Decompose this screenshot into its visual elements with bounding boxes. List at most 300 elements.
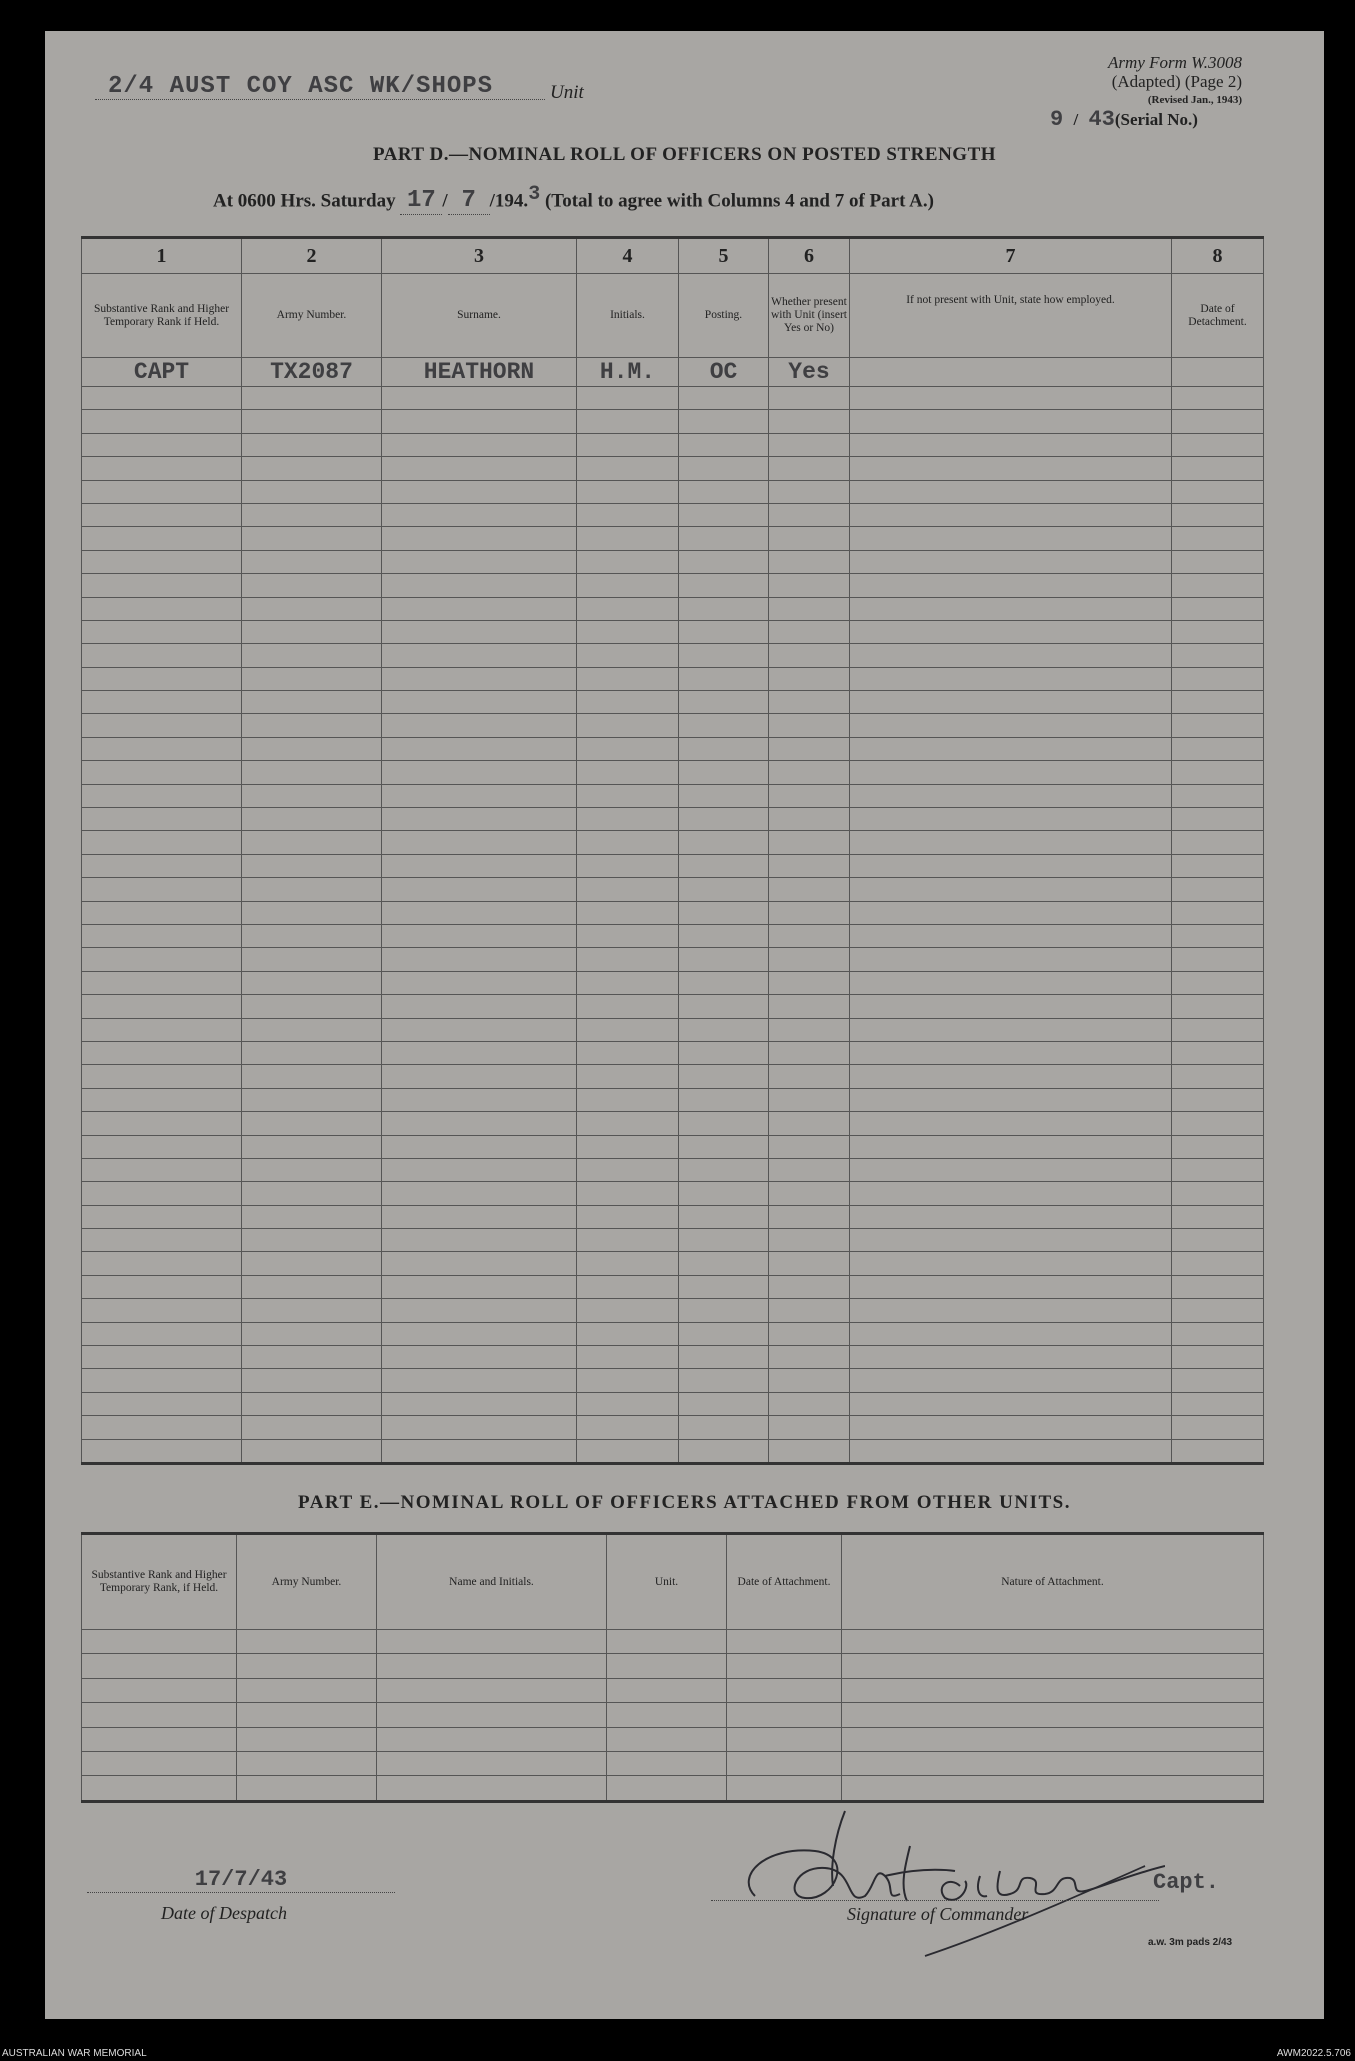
part-d-cell [242,971,382,994]
year-prefix: /194. [489,190,529,212]
form-page [45,31,1324,2019]
part-d-cell [82,1439,242,1463]
table-row [82,1205,1264,1228]
part-d-cell [82,737,242,760]
part-d-cell [82,667,242,690]
part-d-cell [850,433,1172,456]
part-d-cell [82,433,242,456]
part-d-cell [82,1112,242,1135]
part-d-cell [679,831,769,854]
part-d-cell [679,457,769,480]
table-row [82,480,1264,503]
part-d-cell [577,550,679,573]
part-e-cell [82,1727,237,1751]
part-e-cell [727,1654,842,1678]
table-row [82,1229,1264,1252]
part-e-col-header: Name and Initials. [377,1534,607,1630]
part-d-cell [82,878,242,901]
part-d-cell [850,1299,1172,1322]
part-e-rows [82,1630,1264,1802]
part-e-cell [237,1776,377,1801]
part-d-cell [1172,691,1264,714]
part-d-cell [769,878,850,901]
part-d-cell [769,924,850,947]
part-d-cell [242,691,382,714]
part-d-cell [382,1205,577,1228]
part-d-cell [1172,948,1264,971]
part-d-cell [850,691,1172,714]
part-d-cell [1172,387,1264,410]
part-d-cell [1172,1439,1264,1463]
part-e-col-header: Unit. [607,1534,727,1630]
part-d-cell: Yes [769,358,850,387]
part-e-col-header: Army Number. [237,1534,377,1630]
part-d-col-number: 4 [577,238,679,274]
part-d-cell [577,808,679,831]
part-d-cell [679,1182,769,1205]
table-row [82,808,1264,831]
form-number [1108,53,1242,110]
table-row [82,737,1264,760]
table-row [82,597,1264,620]
part-d-cell [769,550,850,573]
part-d-cell [679,1112,769,1135]
part-e-col-header: Nature of Attachment. [842,1534,1264,1630]
part-d-cell [850,1416,1172,1439]
part-d-cell [382,1018,577,1041]
table-row [82,971,1264,994]
part-d-cell: H.M. [577,358,679,387]
part-d-col-number: 7 [850,238,1172,274]
part-d-cell [242,901,382,924]
part-d-cell [577,667,679,690]
part-d-cell [769,1065,850,1088]
table-row [82,1439,1264,1463]
part-d-cell [850,1112,1172,1135]
part-d-column-headers [82,274,1264,358]
part-e-title: PART E.—NOMINAL ROLL OF OFFICERS ATTACHED FROM OTHER UNITS. [298,1492,1071,1513]
part-d-cell [679,574,769,597]
part-d-cell [242,1416,382,1439]
table-row [82,1776,1264,1801]
part-d-cell [382,854,577,877]
part-d-cell [679,971,769,994]
part-d-cell [1172,1158,1264,1181]
part-d-cell [1172,480,1264,503]
form-number-line3: (Revised Jan., 1943) [1147,94,1242,106]
table-row [82,527,1264,550]
part-d-cell [577,620,679,643]
part-d-cell [82,1135,242,1158]
date-month: 7 [461,187,476,215]
unit-name: 2/4 AUST COY ASC WK/SHOPS [108,73,494,100]
part-d-cell [382,808,577,831]
caption-left: AUSTRALIAN WAR MEMORIAL [2,2048,147,2059]
part-d-cell [1172,1252,1264,1275]
part-d-table [81,236,1264,1465]
part-d-cell [769,691,850,714]
part-e-cell [727,1630,842,1654]
part-d-col-number: 3 [382,238,577,274]
part-d-cell [679,901,769,924]
part-d-cell [242,1346,382,1369]
part-e-cell [607,1654,727,1678]
part-d-cell: HEATHORN [382,358,577,387]
part-d-cell [850,1392,1172,1415]
part-d-cell [850,1182,1172,1205]
part-d-cell [242,1018,382,1041]
serial-value: 9 [1050,107,1064,132]
part-e-cell [237,1703,377,1727]
part-d-cell [242,761,382,784]
part-d-cell [1172,714,1264,737]
part-d-cell [679,784,769,807]
part-d-cell [850,1088,1172,1111]
part-d-cell [769,1369,850,1392]
date-day: 17 [406,187,436,215]
table-row [82,1018,1264,1041]
part-d-cell [242,878,382,901]
table-row [82,410,1264,433]
part-d-cell [242,831,382,854]
part-d-cell [382,948,577,971]
part-d-cell [679,1088,769,1111]
part-d-cell [382,620,577,643]
part-d-subtitle [213,183,934,215]
part-d-cell [679,597,769,620]
part-d-cell [242,433,382,456]
part-d-cell [577,387,679,410]
part-d-cell [382,527,577,550]
part-d-cell [82,948,242,971]
part-d-cell [679,410,769,433]
part-d-cell [769,1392,850,1415]
part-d-cell [850,358,1172,387]
part-d-cell [1172,1182,1264,1205]
part-d-cell [850,1229,1172,1252]
part-d-cell [769,527,850,550]
part-d-cell [850,784,1172,807]
part-d-cell [679,1229,769,1252]
part-d-cell [1172,1346,1264,1369]
table-row [82,1041,1264,1064]
part-d-cell [82,854,242,877]
part-d-cell [1172,854,1264,877]
table-row [82,503,1264,526]
part-d-cell [1172,503,1264,526]
part-e-cell [842,1727,1264,1751]
table-row [82,1654,1264,1678]
part-d-cell [82,1369,242,1392]
part-d-cell [82,387,242,410]
table-row [82,854,1264,877]
part-d-cell [769,1112,850,1135]
part-d-col-number: 1 [82,238,242,274]
part-d-cell [577,1205,679,1228]
part-d-cell [382,761,577,784]
part-d-cell [850,410,1172,433]
table-row [82,1392,1264,1415]
part-d-cell [382,1112,577,1135]
table-row [82,1416,1264,1439]
part-d-cell [577,1065,679,1088]
table-row [82,433,1264,456]
part-e-cell [607,1727,727,1751]
part-d-cell [1172,831,1264,854]
part-d-cell [577,948,679,971]
part-d-cell [242,1392,382,1415]
part-d-column-numbers [82,238,1264,274]
part-d-title: PART D.—NOMINAL ROLL OF OFFICERS ON POSTED STRENGTH [372,144,997,165]
part-d-cell [850,527,1172,550]
part-d-cell [1172,597,1264,620]
table-row [82,1703,1264,1727]
part-d-cell [382,1322,577,1345]
part-e-cell [377,1654,607,1678]
table-row [82,1065,1264,1088]
part-d-cell [850,1018,1172,1041]
part-d-cell [850,924,1172,947]
part-d-cell [382,1182,577,1205]
part-d-cell [769,1182,850,1205]
part-d-cell [769,503,850,526]
part-d-cell [577,854,679,877]
table-row [82,831,1264,854]
part-e-cell [377,1630,607,1654]
part-d-cell [1172,971,1264,994]
part-d-cell [850,457,1172,480]
part-d-cell [82,1346,242,1369]
part-d-cell [769,620,850,643]
part-d-cell [82,1299,242,1322]
part-d-cell [769,574,850,597]
part-d-cell [577,574,679,597]
part-d-cell [769,995,850,1018]
part-e-col-header: Date of Attachment. [727,1534,842,1630]
part-d-cell [679,808,769,831]
part-d-cell [850,1205,1172,1228]
part-d-cell [382,667,577,690]
table-row [82,620,1264,643]
part-d-cell [1172,620,1264,643]
part-d-cell [850,714,1172,737]
part-d-cell [850,1158,1172,1181]
part-d-cell [382,574,577,597]
part-d-cell [242,737,382,760]
part-d-cell [382,387,577,410]
part-d-cell [382,971,577,994]
part-d-cell [769,1041,850,1064]
part-d-cell [769,831,850,854]
table-row [82,948,1264,971]
part-d-cell [577,784,679,807]
part-d-cell [850,878,1172,901]
part-d-cell [769,808,850,831]
part-d-cell [769,410,850,433]
part-e-cell [377,1727,607,1751]
part-d-cell: TX2087 [242,358,382,387]
table-row [82,1299,1264,1322]
part-d-cell [82,808,242,831]
part-d-cell [242,1158,382,1181]
part-d-cell [679,433,769,456]
part-d-cell [242,1088,382,1111]
despatch-date: 17/7/43 [87,1867,395,1893]
table-row [82,667,1264,690]
form-number-line2: (Adapted) (Page 2) [1111,72,1242,91]
part-e-cell [842,1776,1264,1801]
part-d-cell [679,1392,769,1415]
part-d-cell [82,620,242,643]
part-d-cell [769,1346,850,1369]
part-d-cell [769,1322,850,1345]
part-d-cell [679,1369,769,1392]
part-d-cell [577,761,679,784]
date-separator: / [442,190,448,212]
part-d-cell [769,1275,850,1298]
part-d-cell [382,831,577,854]
part-d-cell [242,644,382,667]
signature-line [711,1900,1159,1901]
part-d-cell [769,1299,850,1322]
part-d-cell [382,457,577,480]
part-d-cell [382,784,577,807]
part-d-cell [769,971,850,994]
part-d-cell [679,1275,769,1298]
part-d-cell [679,1018,769,1041]
part-d-cell [769,714,850,737]
part-d-cell [82,691,242,714]
table-row [82,878,1264,901]
part-d-cell [679,550,769,573]
part-d-cell [382,995,577,1018]
part-d-cell [769,761,850,784]
table-row [82,1275,1264,1298]
part-d-cell [382,1065,577,1088]
part-d-cell [1172,995,1264,1018]
part-d-cell [1172,1322,1264,1345]
part-d-cell [679,924,769,947]
part-d-cell [850,1252,1172,1275]
part-e-cell [377,1776,607,1801]
part-d-cell [1172,924,1264,947]
part-d-cell [1172,1135,1264,1158]
part-d-cell [1172,358,1264,387]
part-e-cell [237,1630,377,1654]
part-e-cell [82,1630,237,1654]
part-d-cell [82,1182,242,1205]
table-row [82,691,1264,714]
part-d-cell [679,620,769,643]
part-d-cell [242,948,382,971]
part-d-cell [679,644,769,667]
part-d-cell [850,620,1172,643]
part-d-cell [382,924,577,947]
table-row [82,995,1264,1018]
part-d-cell [577,1252,679,1275]
table-row [82,1678,1264,1702]
part-d-cell [679,854,769,877]
part-d-cell [850,574,1172,597]
part-d-cell [382,1369,577,1392]
part-d-cell [1172,644,1264,667]
part-d-cell [577,1182,679,1205]
part-d-cell [679,1205,769,1228]
serial-year: 43 [1088,107,1115,132]
part-d-cell [82,527,242,550]
part-e-cell [607,1703,727,1727]
part-d-cell [82,410,242,433]
part-d-cell [679,1416,769,1439]
part-d-cell [850,948,1172,971]
part-d-cell [1172,737,1264,760]
despatch-date-label: Date of Despatch [161,1903,287,1923]
part-d-cell [242,1182,382,1205]
part-d-cell [769,597,850,620]
part-d-cell [769,901,850,924]
part-d-col-number: 8 [1172,238,1264,274]
part-d-cell [242,1065,382,1088]
part-d-cell [1172,1229,1264,1252]
part-d-cell [82,831,242,854]
part-d-cell [679,714,769,737]
part-d-cell [242,1299,382,1322]
part-d-cell [82,480,242,503]
part-d-cell [850,667,1172,690]
part-d-cell [1172,1088,1264,1111]
part-d-cell [1172,410,1264,433]
part-d-cell [679,1041,769,1064]
part-d-cell [242,1229,382,1252]
part-d-cell [1172,527,1264,550]
table-row [82,574,1264,597]
part-d-col-header: If not present with Unit, state how employed. [850,274,1172,358]
part-d-cell [577,597,679,620]
part-d-cell [242,410,382,433]
part-d-cell [382,901,577,924]
part-d-cell [850,901,1172,924]
part-d-cell [242,574,382,597]
part-d-cell [382,1299,577,1322]
part-d-cell [1172,574,1264,597]
serial-number [1050,107,1198,132]
part-e-cell [607,1751,727,1775]
part-d-cell [82,574,242,597]
table-row [82,644,1264,667]
part-d-cell [382,597,577,620]
part-d-cell [577,527,679,550]
part-d-cell [679,667,769,690]
part-d-cell [82,714,242,737]
part-d-cell [850,1065,1172,1088]
part-d-cell [82,784,242,807]
part-d-cell [242,503,382,526]
part-d-cell [769,1205,850,1228]
part-d-cell [850,761,1172,784]
part-d-cell [1172,761,1264,784]
part-d-cell [82,1392,242,1415]
part-d-cell [242,1275,382,1298]
table-row [82,924,1264,947]
part-d-cell [850,971,1172,994]
part-d-cell [382,503,577,526]
part-e-cell [237,1727,377,1751]
part-e-cell [82,1776,237,1801]
part-d-cell [850,1135,1172,1158]
table-row [82,1158,1264,1181]
part-d-cell [242,714,382,737]
part-d-cell [382,737,577,760]
